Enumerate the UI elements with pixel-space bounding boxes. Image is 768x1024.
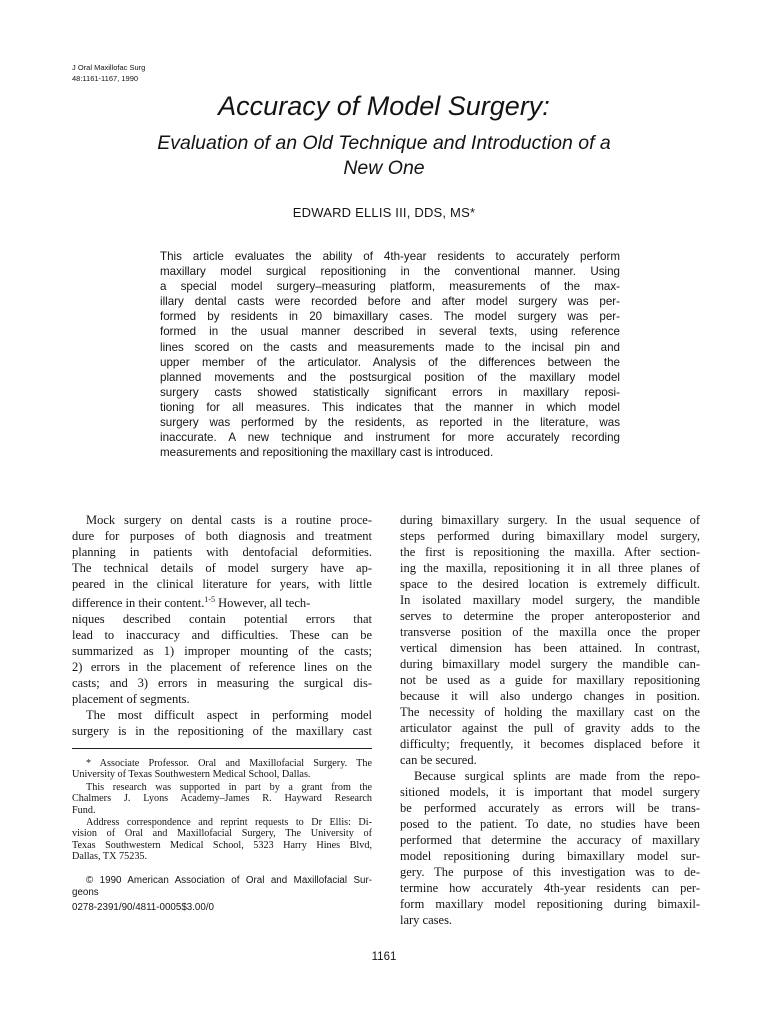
body-line: planning in patients with dentofacial deformities. <box>72 545 372 559</box>
journal-volume-pages: 48:1161-1167, 1990 <box>72 74 139 83</box>
body-line: performed that determine the accuracy of maxillary <box>400 833 700 847</box>
abstract <box>160 249 620 460</box>
footnote-line: 0278-2391/90/4811-0005$3.00/0 <box>72 902 215 913</box>
footnote-line: Fund. <box>72 804 96 816</box>
abstract-line: formed by residents in 20 bimaxillary cases. The model surgery was per- <box>160 310 620 324</box>
body-line: The technical details of model surgery have ap- <box>72 561 372 575</box>
body-line: form maxillary model repositioning during bimaxil- <box>400 897 700 911</box>
body-line: dure for purposes of both diagnosis and treatment <box>72 529 372 543</box>
body-line: serves to determine the proper anteroposterior and <box>400 609 700 623</box>
body-line: because it will also undergo changes in position. <box>400 689 700 703</box>
footnote-line: © 1990 American Association of Oral and Maxillofacial Sur- <box>86 875 372 886</box>
footnote-line: Dallas, TX 75235. <box>72 850 148 862</box>
body-line: The most difficult aspect in performing model <box>86 708 372 723</box>
body-column-left <box>72 512 372 739</box>
body-line: during bimaxillary model surgery the mandible can- <box>400 657 700 671</box>
article-title: Accuracy of Model Surgery: <box>218 91 550 121</box>
subtitle-line: Evaluation of an Old Technique and Introduction of a <box>157 132 611 154</box>
body-line: placement of segments. <box>72 692 190 707</box>
abstract-line: formed in the usual manner described in several texts, using reference <box>160 325 620 339</box>
abstract-line: maxillary model surgical repositioning in the conventional manner. Using <box>160 265 620 279</box>
body-line: Because surgical splints are made from the repo- <box>414 769 700 783</box>
article-subtitle <box>60 131 708 181</box>
body-line: peared in the clinical literature for years, with little <box>72 577 372 591</box>
body-line: casts; and 3) errors in measuring the surgical dis- <box>72 676 372 691</box>
journal-citation <box>72 62 145 84</box>
abstract-line: measurements and repositioning the maxillary cast is introduced. <box>160 446 494 460</box>
journal-name: J Oral Maxillofac Surg <box>72 63 146 72</box>
abstract-line: inaccurate. A new technique and instrument for more accurately recording <box>160 431 620 445</box>
body-line: surgery is in the repositioning of the maxillary cast <box>72 724 372 739</box>
author-byline: EDWARD ELLIS III, DDS, MS* <box>292 205 476 220</box>
body-line: The necessity of holding the maxillary cast on the <box>400 705 700 719</box>
footnote-support <box>72 782 372 816</box>
body-line: model repositioning during bimaxillary model sur- <box>400 849 700 863</box>
footnote-line: University of Texas Southwestern Medical School, Dallas. <box>72 769 311 781</box>
footnote-line: Address correspondence and reprint requests to Dr Ellis: Di- <box>86 817 372 828</box>
body-column-right <box>400 512 700 928</box>
body-line: be performed accurately as errors will be trans- <box>400 801 700 815</box>
footnote-line: This research was supported in part by a grant from the <box>86 782 372 793</box>
body-line-text: difference in their content. <box>72 596 205 611</box>
abstract-line: This article evaluates the ability of 4th-year residents to accurately perform <box>160 250 620 263</box>
body-line: steps performed during bimaxillary model surgery, <box>400 529 700 543</box>
body-line: In isolated maxillary model surgery, the mandible <box>400 593 700 607</box>
abstract-line: surgery was performed by the residents, as reported in the literature, was <box>160 416 620 430</box>
body-line: niques described contain potential errors that <box>72 612 372 627</box>
subtitle-line: New One <box>343 157 425 179</box>
body-line: ing the maxilla, repositioning it in all three planes of <box>400 561 700 575</box>
footnote-line: geons <box>72 886 99 898</box>
body-line: lead to inaccuracy and difficulties. These can be <box>72 628 372 643</box>
footnote-line: vision of Oral and Maxillofacial Surgery, The University of <box>72 828 372 840</box>
abstract-line: tioning for all measures. This indicates that the manner in which model <box>160 400 620 414</box>
footnote-divider <box>72 748 372 749</box>
body-line: lary cases. <box>400 913 453 927</box>
body-line: 2) errors in the placement of reference lines on the <box>72 660 372 675</box>
body-line: during bimaxillary surgery. In the usual sequence of <box>400 513 700 527</box>
footnote-copyright <box>72 875 372 898</box>
page-number: 1161 <box>371 951 397 963</box>
body-line: transverse position of the maxilla once the proper <box>400 625 700 639</box>
body-line-citation <box>72 592 372 611</box>
abstract-line: illary dental casts were recorded before and after model surgery was per- <box>160 295 620 309</box>
body-line: termine how accurately 4th-year residents can per- <box>400 881 700 895</box>
body-line: articulator against the pull of gravity adds to the <box>400 721 700 735</box>
body-line: sitioned models, it is important that model surgery <box>400 785 700 799</box>
body-line: gery. The purpose of this investigation was to de- <box>400 865 700 879</box>
body-line: Mock surgery on dental casts is a routine proce- <box>86 513 372 527</box>
body-line: can be secured. <box>400 753 477 767</box>
abstract-line: lines scored on the casts and measurements made to the incisal pin and <box>160 340 620 354</box>
citation-superscript: 1-5 <box>204 595 216 604</box>
footnote-line: * Associate Professor. Oral and Maxillofacial Surgery. The <box>86 758 372 769</box>
body-line: space to the desired location is extremely difficult. <box>400 577 700 591</box>
footnote-line: Chalmers J. Lyons Academy–James R. Hayward Research <box>72 793 372 805</box>
body-line: vertical dimension has been attained. In contrast, <box>400 641 700 655</box>
abstract-line: upper member of the articulator. Analysis of the differences between the <box>160 355 620 369</box>
footnote-line: Texas Southwestern Medical School, 5323 Harry Hines Blvd, <box>72 839 372 851</box>
body-line-text: However, all tech- <box>215 596 311 611</box>
body-line: not be used as a guide for maxillary repositioning <box>400 673 700 687</box>
body-line: posed to the patient. To date, no studies have been <box>400 817 700 831</box>
footnote-correspondence <box>72 817 372 862</box>
footnote-affiliation <box>72 758 372 781</box>
body-line: difficulty; frequently, it becomes displaced before it <box>400 737 700 751</box>
body-line: the first is repositioning the maxilla. After section- <box>400 545 700 559</box>
abstract-line: surgery casts showed statistically significant errors in maxillary reposi- <box>160 385 620 399</box>
footnote-article-code <box>72 902 372 914</box>
body-line: summarized as 1) improper mounting of the casts; <box>72 644 372 659</box>
abstract-line: planned movements and the postsurgical position of the maxillary model <box>160 370 620 384</box>
abstract-line: a special model surgery–measuring platform, measurements of the max- <box>160 280 620 294</box>
